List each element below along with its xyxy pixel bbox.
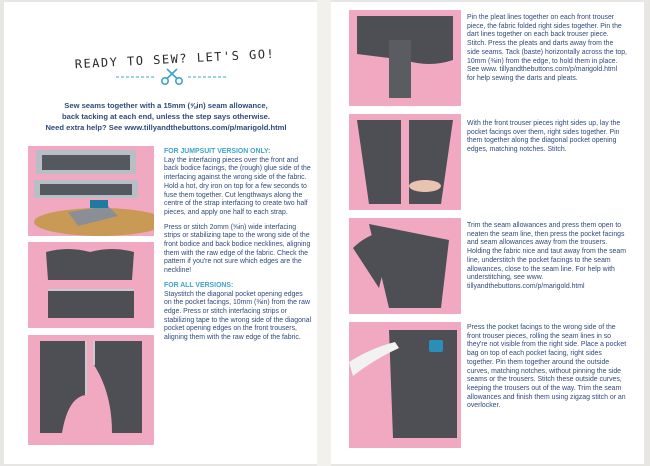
scissors-divider <box>112 66 232 88</box>
scissors-icon <box>162 69 182 84</box>
intro-line: Sew seams together with a 15mm (⅝in) seam allowance, <box>64 101 268 110</box>
intro-line: back tacking at each end, unless the step says otherwise. <box>61 112 271 121</box>
bodice-photo <box>28 242 154 328</box>
pocket-facing-photo <box>28 335 154 445</box>
right-instruction-1: Pin the pleat lines together on each front trouser piece, the fabric folded right sides together. Pin the dart lines together on each back trouser piece. Stitch. Press the pleats and darts away from the side seams. Tack (baste) horizontally across the top, 10mm (⅜in) from the edge, to hold them in place. See www. tillyandthebuttons.com/p/marigold.html for help sewing the darts and pleats. <box>467 14 627 82</box>
jumpsuit-heading: FOR JUMPSUIT VERSION ONLY: <box>164 148 271 155</box>
right-instruction-4: Press the pocket facings to the wrong side of the front trouser pieces, rolling the seam lines in so they're not visible from the right side. Place a pocket bag on top of each pocket facing, right sides together. Pin them together around the outside curves, matching notches, without pinning the side seams or the trousers. Stitch these outside curves, keeping the trousers out of the way. Trim the seam allowances and finish them using zigzag stitch or an overlocker. <box>467 324 627 410</box>
book-gutter <box>317 0 331 466</box>
right-instruction-2: With the front trouser pieces right sides up, lay the pocket facings over them, right sides together. Pin them together along the diagonal pocket opening edges, matching notches. Stitch. <box>467 120 621 154</box>
all-versions-heading: FOR ALL VERSIONS: <box>164 281 234 289</box>
trousers-photo <box>349 114 461 210</box>
page-title: READY TO SEW? LET'S GO! <box>74 46 276 72</box>
understitch-photo <box>349 218 461 314</box>
left-instructions <box>164 148 312 349</box>
right-instruction-3: Trim the seam allowances and press them open to neaten the seam line, then press the pocket facings and seam allowances away from the trousers. Holding the fabric nice and taut away from the seam line, understitch the pocket facings to the seam allowances, close to the seam line. For help with understitching, see www. tillyandthebuttons.com/p/marigold.html <box>467 222 626 290</box>
jumpsuit-paragraph-2: Press or stitch 2omm (⅝in) wide interfacing strips or stabilizing tape to the wrong side of the front bodice and back bodice necklines, aligning them with the raw edge of the fabric. Check the pattern if you're not sure which edges are the neckline! <box>164 223 311 275</box>
intro-line: Need extra help? See www.tillyandthebuttons.com/p/marigold.html <box>45 123 287 132</box>
jumpsuit-paragraph-1: Lay the interfacing pieces over the front and back bodice facings, the (rough) glue side of the interfacing against the wrong side of the fabric. Hold a hot, dry iron on top for a few seconds to fuse them together. Cut lengthways along the centre of the strap interfacing to create two half pieces, and apply one half to each strap. <box>164 156 311 216</box>
pleats-photo <box>349 10 461 106</box>
right-page <box>331 2 644 464</box>
intro-text <box>28 100 304 133</box>
interfacing-photo <box>28 146 154 236</box>
all-versions-paragraph: Staystitch the diagonal pocket opening edges on the pocket facings, 10mm (⅜in) from the raw edge. Press or stitch interfacing strips or stabilizing tape to the wrong side of the diagonal pocket opening edges on the front trousers, aligning them with the raw edge of the fabric. <box>164 290 312 342</box>
pocket-bag-photo <box>349 322 461 448</box>
left-page <box>4 2 317 464</box>
